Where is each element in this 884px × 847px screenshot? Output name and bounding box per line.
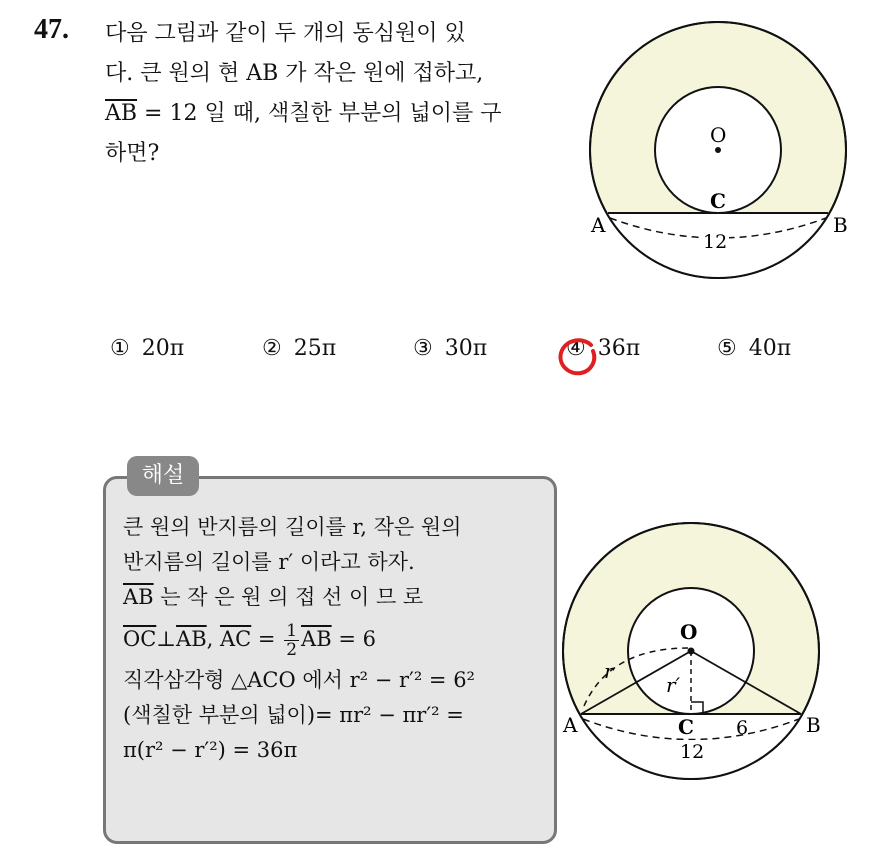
label-6: 6 [736,717,749,739]
label-o: O [710,123,727,147]
solution-line-5: 직각삼각형 △ACO 에서 r² − r′² = 6² [123,668,475,692]
solution-line-4: $\overline{OC}\perp\overline{AB}$, $\overline{AC}$ = $\frac{1}{2}$ $\overline{AB} = 6$ [123,621,376,660]
choice-2[interactable]: ② 25π [262,336,337,361]
label-12: 12 [703,231,728,253]
answer-circle-mark [557,335,599,377]
label-b: B [833,213,848,237]
fraction-one-half: $\frac{1}{2}$ [286,621,298,660]
solution-line-2: 반지름의 길이를 r′ 이라고 하자. [123,550,415,574]
question-text [105,14,565,174]
question-line-1: 다음 그림과 같이 두 개의 동심원이 있 [105,21,466,46]
solution-tag: 해설 [127,456,199,496]
label-c: C [710,189,726,213]
figure-solution-diagram [560,508,880,808]
label-rprime: r′ [666,673,681,697]
label-o-2: O [680,620,698,644]
figure-concentric-circles [585,8,875,308]
choice-5[interactable]: ⑤ 40π [717,336,792,361]
question-line-3: $\overline{AB} = 12$ 일 때, 색칠한 부분의 넓이를 구 [105,101,502,126]
question-line-2: 다. 큰 원의 현 AB 가 작은 원에 접하고, [105,61,484,86]
solution-line-7: π(r² − r′²) = 36π [123,738,298,762]
solution-line-3: $\overline{AB}$ 는 작 은 원 의 접 선 이 므 로 [123,585,424,609]
solution-line-1: 큰 원의 반지름의 길이를 r, 작은 원의 [123,515,462,539]
label-c-2: C [678,715,694,739]
choice-3[interactable]: ③ 30π [413,336,488,361]
center-dot [715,147,721,153]
solution-text [123,510,553,768]
segment-ab: $\overline{AB}$ [105,101,138,126]
label-12-2: 12 [680,741,705,763]
question-line-4: 하면? [105,141,160,166]
question-number: 47. [34,14,69,45]
solution-line-6: (색칠한 부분의 넓이)= πr² − πr′² = [123,703,464,727]
label-b-2: B [806,713,821,737]
center-dot-2 [688,648,695,655]
unshaded-segment [585,213,875,308]
choice-4[interactable]: ④ 36π [566,336,641,361]
label-a: A [591,213,606,237]
label-a-2: A [563,713,578,737]
choice-1[interactable]: ① 20π [110,336,185,361]
label-r: r [604,659,614,683]
